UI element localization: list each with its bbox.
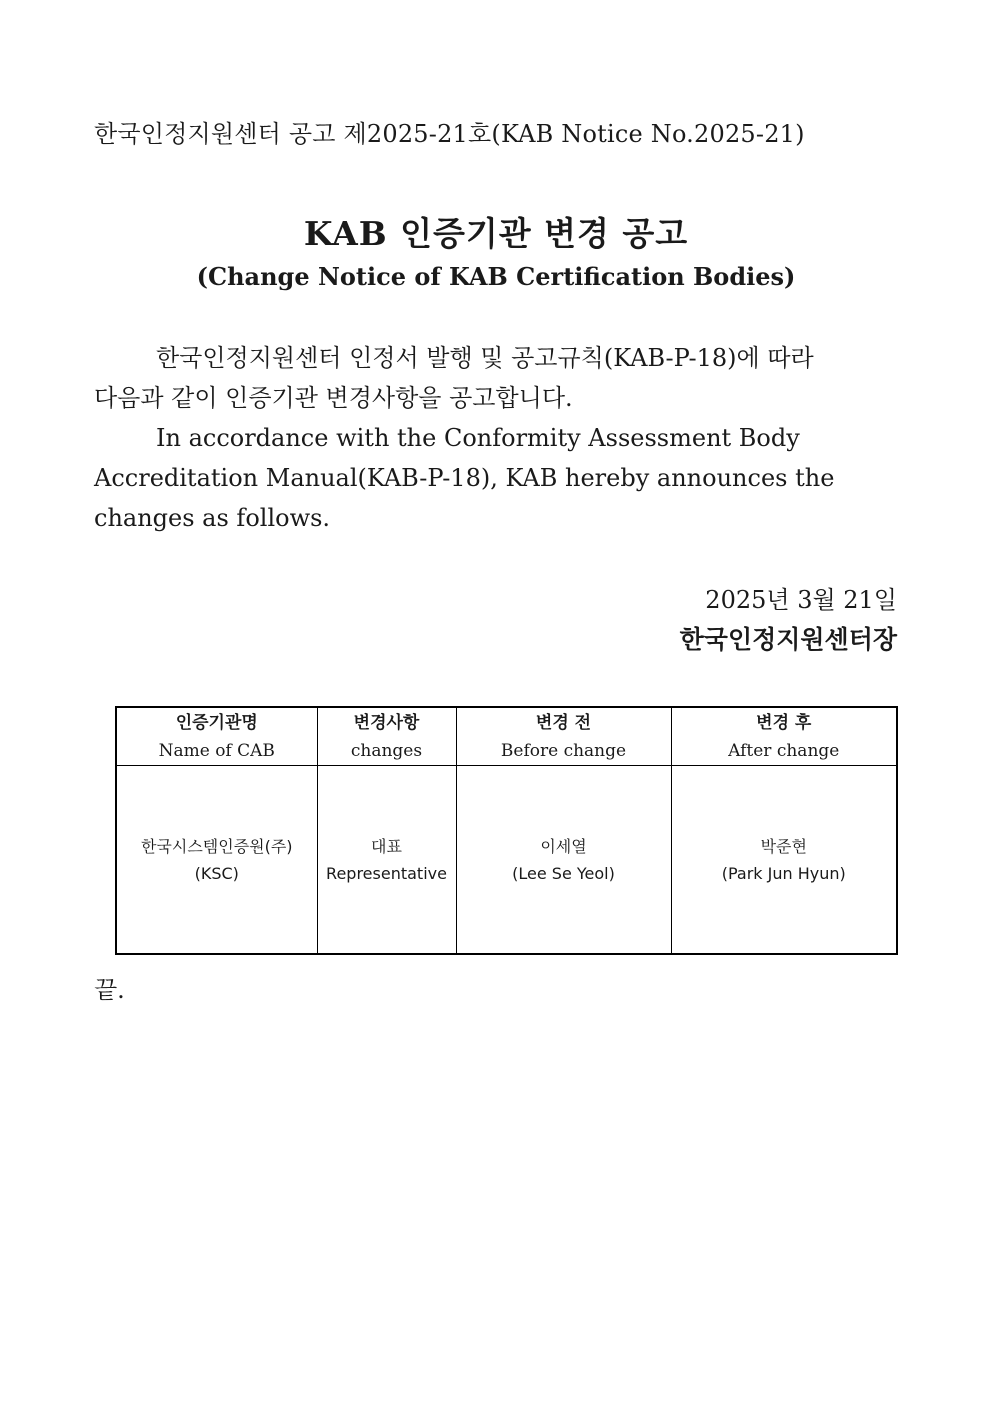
table-header-row (116, 707, 897, 766)
before-en: (Lee Se Yeol) (512, 863, 615, 883)
header-label-en: After change (728, 740, 840, 761)
cab-name-ko: 한국시스템인증원(주) (140, 836, 293, 856)
cell-after (671, 766, 897, 955)
page-title: KAB 인증기관 변경 공고 (303, 214, 689, 253)
change-ko: 대표 (371, 836, 402, 856)
cell-cab-name (116, 766, 317, 955)
header-label-ko: 변경 후 (756, 712, 812, 733)
end-mark: 끝. (94, 976, 125, 1004)
after-en: (Park Jun Hyun) (721, 863, 846, 883)
table-row (116, 766, 897, 955)
change-en: Representative (326, 863, 447, 883)
after-ko: 박준현 (760, 836, 807, 856)
cell-before (456, 766, 671, 955)
notice-number: 한국인정지원센터 공고 제2025-21호(KAB Notice No.2025-21) (94, 120, 805, 148)
header-label-en: Before change (500, 740, 627, 761)
issuer-name: 한국인정지원센터장 (679, 625, 897, 654)
body-english-line-2: Accreditation Manual(KAB-P-18), KAB hereby announces the (94, 464, 835, 492)
header-before-change (456, 707, 671, 766)
changes-table (115, 706, 898, 955)
header-after-change (671, 707, 897, 766)
body-english-line-3: changes as follows. (94, 504, 331, 532)
cell-change (317, 766, 456, 955)
before-ko: 이세열 (540, 836, 587, 856)
page-subtitle: (Change Notice of KAB Certification Bodies) (196, 262, 796, 291)
notice-body (94, 338, 897, 538)
cab-name-en: (KSC) (194, 863, 239, 883)
header-label-ko: 변경사항 (353, 712, 420, 733)
header-cab-name (116, 707, 317, 766)
notice-date: 2025년 3월 21일 (705, 586, 897, 614)
header-label-en: changes (350, 740, 423, 761)
body-korean-line-2: 다음과 같이 인증기관 변경사항을 공고합니다. (94, 384, 573, 412)
header-changes (317, 707, 456, 766)
body-english-line-1: In accordance with the Conformity Assessment Body (156, 424, 800, 452)
header-label-ko: 인증기관명 (175, 712, 258, 733)
header-label-ko: 변경 전 (535, 712, 592, 733)
body-korean-line-1: 한국인정지원센터 인정서 발행 및 공고규칙(KAB-P-18)에 따라 (156, 344, 814, 372)
header-label-en: Name of CAB (158, 740, 275, 761)
